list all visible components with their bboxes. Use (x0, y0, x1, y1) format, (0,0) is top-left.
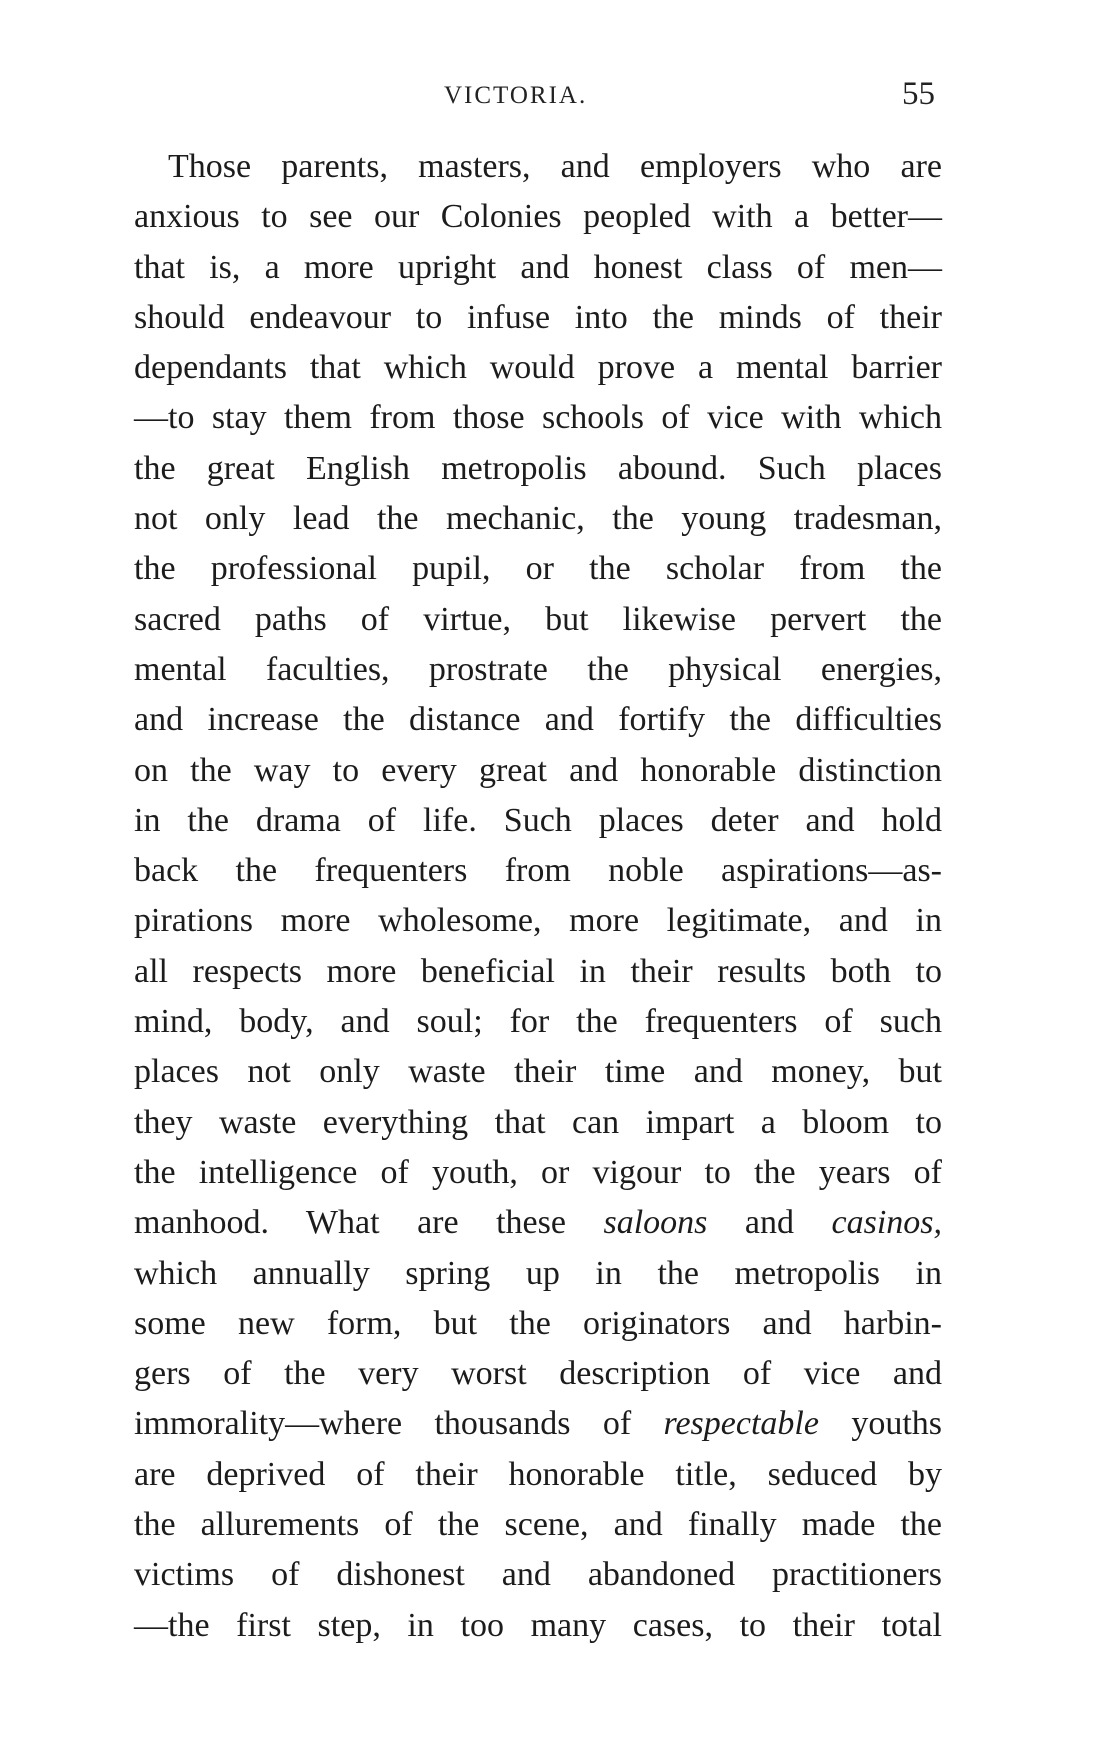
text-line (134, 1399, 942, 1449)
text-line: the allurements of the scene, and finally made the (134, 1506, 942, 1544)
text-segment: manhood. What are these (134, 1204, 566, 1242)
text-line: mind, body, and soul; for the frequenters of such (134, 1003, 942, 1041)
running-title: VICTORIA. (444, 82, 588, 109)
text-segment: and (744, 1204, 794, 1242)
page-number: 55 (902, 76, 935, 112)
text-line: sacred paths of virtue, but likewise pervert the (134, 600, 942, 638)
text-line: back the frequenters from noble aspirations—as- (134, 852, 942, 890)
text-line: not only lead the mechanic, the young tradesman, (134, 500, 942, 538)
text-line: that is, a more upright and honest class of men— (134, 248, 942, 286)
text-line: gers of the very worst description of vice and (134, 1355, 942, 1393)
text-line: all respects more beneficial in their results both to (134, 952, 942, 990)
text-line: pirations more wholesome, more legitimate, and in (134, 902, 942, 940)
text-line: some new form, but the originators and harbin- (134, 1304, 942, 1342)
body-text (134, 142, 942, 1651)
text-line: the professional pupil, or the scholar from the (134, 550, 942, 588)
italic-term-casinos: casinos, (831, 1204, 943, 1242)
text-line: the intelligence of youth, or vigour to the years of (134, 1153, 942, 1191)
text-line: should endeavour to infuse into the minds of their (134, 298, 942, 336)
text-line: are deprived of their honorable title, seduced by (134, 1455, 942, 1493)
text-segment: immorality—where thousands of (134, 1405, 632, 1443)
italic-term-saloons: saloons (603, 1204, 708, 1242)
text-line (134, 1198, 942, 1248)
text-segment: youths (851, 1405, 942, 1443)
running-head (0, 78, 1114, 118)
text-line: victims of dishonest and abandoned practitioners (134, 1556, 942, 1594)
text-line: they waste everything that can impart a bloom to (134, 1103, 942, 1141)
text-line: dependants that which would prove a mental barrier (134, 349, 942, 387)
text-line: the great English metropolis abound. Such places (134, 449, 942, 487)
text-line: places not only waste their time and money, but (134, 1053, 942, 1091)
text-line: Those parents, masters, and employers who are (168, 148, 942, 185)
text-line: anxious to see our Colonies peopled with a better— (134, 198, 942, 236)
italic-term-respectable: respectable (663, 1405, 819, 1443)
text-line: and increase the distance and fortify the difficulties (134, 701, 942, 739)
text-line: mental faculties, prostrate the physical energies, (134, 650, 942, 688)
text-line: which annually spring up in the metropolis in (134, 1254, 942, 1292)
text-line: in the drama of life. Such places deter and hold (134, 801, 942, 839)
text-line: —to stay them from those schools of vice with which (134, 399, 942, 437)
text-line: —the first step, in too many cases, to their total (134, 1606, 942, 1644)
text-line: on the way to every great and honorable distinction (134, 751, 942, 789)
